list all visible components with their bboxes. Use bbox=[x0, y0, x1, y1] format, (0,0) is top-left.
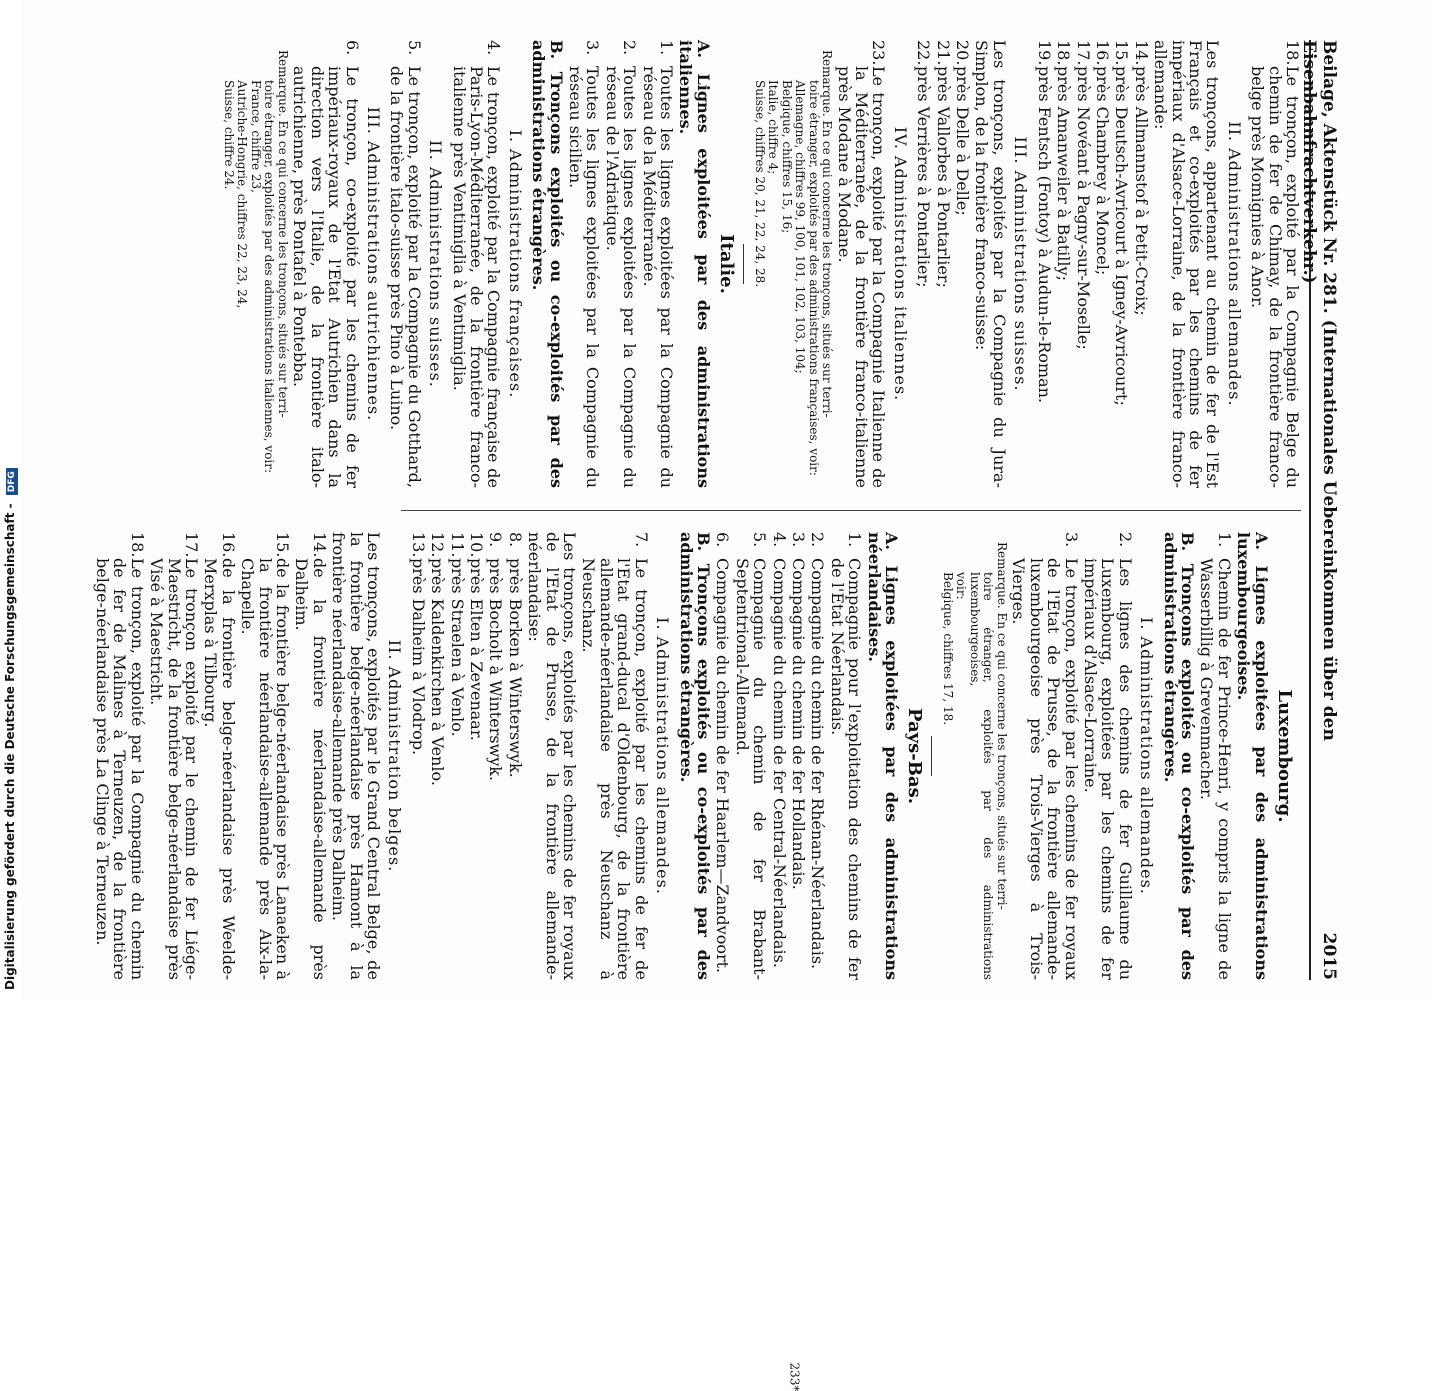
item-number: 3. bbox=[788, 532, 808, 548]
remark-line: Italie, chiffre 4; bbox=[766, 80, 781, 175]
item-number: 2. bbox=[808, 532, 828, 548]
item-text: Compagnie du chemin de fer Central-Néerlandais. bbox=[769, 558, 789, 968]
list-item bbox=[580, 532, 650, 980]
item-text: Le tronçon, co-exploité par les chemins de fer impériaux-royaux de l'Etat Autrichien dans la direction vers l'Italie, de la frontière italo-autrichienne, près Pontafel à Pontebba. bbox=[290, 66, 362, 488]
list-item bbox=[790, 532, 807, 980]
item-text: près Chambrey à Moncel; bbox=[1092, 66, 1112, 276]
item-text: près Bocholt à Winterswyk. bbox=[486, 558, 506, 782]
item-number: 22. bbox=[914, 40, 934, 66]
item-text: près Delle à Delle; bbox=[953, 66, 973, 216]
item-text: près Verrières à Pontarlier; bbox=[914, 66, 934, 288]
list-item bbox=[567, 40, 602, 488]
item-text: Le tronçon, exploité par la Compagnie Italienne de la Méditerranée, de la frontière franco-italienne près Modane à Modane. bbox=[834, 66, 889, 488]
section-heading: B. Tronçons exploités ou co-exploités par des administrations étrangères. bbox=[529, 40, 566, 488]
remark-line: Allemagne, chiffres 99, 100, 101, 102, 103, 104; bbox=[793, 80, 808, 374]
column-divider bbox=[401, 510, 1301, 511]
subsection-heading: II. Administrations suisses. bbox=[426, 140, 446, 388]
item-text: près Straelen à Venlo. bbox=[447, 558, 467, 737]
list-item bbox=[450, 40, 502, 488]
list-item bbox=[603, 40, 638, 488]
list-item bbox=[448, 532, 465, 980]
item-text: près Deutsch-Avricourt à Igney-Avricourt; bbox=[1112, 66, 1132, 406]
remark-line: voir: bbox=[954, 572, 969, 600]
list-item bbox=[809, 532, 826, 980]
item-number: 2. bbox=[620, 40, 640, 56]
section-heading: B. Tronçons exploités ou co-exploités par des administrations étrangères. bbox=[1160, 532, 1197, 980]
item-text: Les lignes des chemins de fer Guillaume du Luxembourg, exploitées par les chemins de fer impériaux d'Alsace-Lorraine. bbox=[1080, 558, 1135, 980]
item-text: Toutes les lignes exploitées par la Compagnie du réseau de la Méditerranée. bbox=[639, 66, 677, 488]
item-text: Le tronçon, exploité par la Compagnie du chemin de fer de Malines à Terneuzen, de la frontière belge-néerlandaise près La Clinge à Terneuzen. bbox=[92, 558, 147, 980]
subsection-heading: I. Administrations françaises. bbox=[505, 129, 525, 399]
remark-note bbox=[940, 532, 1008, 980]
item-text: Le tronçon, exploité par les chemins de fer royaux de l'Etat de Prusse, de la frontière allemande-luxembourgeoise près Trois-Vierges à Trois-Vierges. bbox=[1009, 558, 1081, 980]
list-item bbox=[487, 532, 504, 980]
subsection-heading: II. Administrations allemandes. bbox=[1224, 121, 1244, 407]
item-text: Compagnie du chemin de fer Brabant-Septentrional-Allemand. bbox=[732, 558, 770, 980]
list-item bbox=[1082, 532, 1134, 980]
list-item bbox=[954, 40, 971, 488]
remark-line: Suisse, chiffres 20, 21, 22, 24, 28. bbox=[752, 80, 767, 288]
list-item bbox=[1010, 532, 1080, 980]
list-item bbox=[934, 40, 951, 488]
item-number: 11. bbox=[447, 532, 467, 558]
section-separator bbox=[931, 736, 932, 776]
paragraph: Les tronçons, exploités par le Grand Central Belge, de la frontière belge-néerlandaise près Hamont à la frontière néerlandaise-allemande près Dalheim. bbox=[329, 532, 384, 980]
list-item bbox=[239, 532, 291, 980]
list-item bbox=[828, 532, 863, 980]
item-number: 18. bbox=[1054, 40, 1074, 66]
item-text: Toutes les lignes exploitées par la Compagnie du réseau sicilien. bbox=[566, 66, 603, 488]
list-item bbox=[835, 40, 887, 488]
subsection-heading: I. Administrations allemandes. bbox=[653, 617, 673, 895]
item-number: 6. bbox=[342, 40, 362, 56]
item-number: 14. bbox=[309, 532, 329, 558]
item-number: 4. bbox=[484, 40, 504, 56]
item-text: Le tronçon, exploité par la Compagnie Belge du chemin de fer de Chimay, de la frontière franco-belge près Momignies à Anor. bbox=[1248, 66, 1302, 488]
item-text: près Amanweiler à Batilly; bbox=[1054, 66, 1074, 281]
item-text: près Vallorbes à Pontarlier; bbox=[933, 66, 953, 288]
item-text: Le tronçon, exploité par la Compagnie du Gotthard, de la frontière italo-suisse près Pino à Luino. bbox=[387, 66, 424, 488]
list-item bbox=[640, 40, 675, 488]
header-title: Beilage, Aktenstück Nr. 281. (Internationales Uebereinkommen über den Eisenbahnfrachtverkehr.) bbox=[1299, 40, 1339, 741]
subsection-heading: III. Administrations autrichiennes. bbox=[363, 106, 383, 422]
list-item bbox=[915, 40, 932, 488]
remark-line: Belgique, chiffres 15, 16; bbox=[779, 80, 794, 234]
item-number: 6. bbox=[713, 532, 733, 548]
item-number: 18. bbox=[1283, 40, 1302, 66]
item-number: 23. bbox=[869, 40, 889, 66]
item-text: Le tronçon, exploité par les chemins de fer de l'Etat grand-ducal d'Oldenbourg, de la frontière allemande-néerlandaise près Neuschanz à Neuschanz. bbox=[579, 558, 651, 980]
section-heading: A. Lignes exploitées par des administrations italiennes. bbox=[676, 40, 713, 488]
item-number: 9. bbox=[486, 532, 506, 548]
item-number: 14. bbox=[1131, 40, 1151, 66]
list-item bbox=[714, 532, 731, 980]
item-number: 8. bbox=[505, 532, 525, 548]
list-item bbox=[388, 40, 423, 488]
item-number: 16. bbox=[218, 532, 238, 558]
item-text: Le tronçon, exploité par la Compagnie française de Paris-Lyon-Méditerranée, de la frontière franco-italienne près Ventimiglia à Ventimiglia. bbox=[449, 66, 504, 488]
country-heading: Italie. bbox=[716, 234, 738, 294]
country-heading: Pays-Bas. bbox=[904, 707, 926, 805]
list-item bbox=[1035, 40, 1052, 488]
paragraph: Les tronçons, exploités par les chemins de fer royaux de l'Etat de Prusse, de la frontière allemande-néerlandaise: bbox=[525, 532, 580, 980]
remark-line: toire étranger, exploités par des administrations luxembourgeoises, bbox=[967, 572, 996, 980]
item-number: 10. bbox=[467, 532, 487, 558]
column-right bbox=[92, 532, 1301, 980]
item-number: 20. bbox=[953, 40, 973, 66]
list-item bbox=[733, 532, 768, 980]
item-number: 21. bbox=[933, 40, 953, 66]
item-text: Compagnie du chemin de fer Haarlem—Zandvoort. bbox=[713, 558, 733, 974]
item-number: 17. bbox=[181, 532, 201, 558]
list-item bbox=[202, 532, 237, 980]
list-item bbox=[1113, 40, 1130, 488]
section-heading: A. Lignes exploitées par des administrations néerlandaises. bbox=[864, 532, 901, 980]
item-text: près Borken à Winterswyk. bbox=[505, 558, 525, 778]
item-text: Compagnie du chemin de fer Hollandais. bbox=[788, 558, 808, 890]
subsection-heading: III. Administrations suisses. bbox=[1011, 136, 1031, 392]
item-text: près Dalheim à Vlodrop. bbox=[408, 558, 428, 756]
paragraph: Les tronçons, exploités par la Compagnie du Jura-Simplon, de la frontière franco-suisse: bbox=[972, 40, 1009, 488]
list-item bbox=[1132, 40, 1149, 488]
item-number: 17. bbox=[1073, 40, 1093, 66]
item-number: 16. bbox=[1092, 40, 1112, 66]
list-item bbox=[148, 532, 200, 980]
item-number: 3. bbox=[1061, 532, 1081, 548]
remark-line: Belgique, chiffres 17, 18. bbox=[940, 572, 955, 726]
subsection-heading: I. Administrations allemandes. bbox=[1137, 617, 1157, 895]
column-left bbox=[151, 40, 1301, 488]
item-text: Compagnie pour l'exploitation des chemins de fer de l'Etat Néerlandais. bbox=[827, 558, 865, 980]
remark-note bbox=[752, 40, 833, 488]
item-text: près Elten à Zevenaar. bbox=[467, 558, 487, 741]
item-number: 13. bbox=[408, 532, 428, 558]
item-text: Le tronçon exploité par le chemin de fer Liége-Maestricht, de la frontière belge-néerlandaise près Visé à Maestricht. bbox=[147, 558, 201, 980]
list-item bbox=[1198, 532, 1233, 980]
item-number: 5. bbox=[404, 40, 424, 56]
item-number: 15. bbox=[273, 532, 292, 558]
list-item bbox=[94, 532, 146, 980]
remark-line: France, chiffre 23, bbox=[248, 80, 263, 193]
item-text: près Kaldenkirchen à Venlo. bbox=[428, 558, 448, 786]
item-number: 5. bbox=[750, 532, 770, 548]
country-heading: Luxembourg. bbox=[1274, 689, 1295, 823]
section-heading: B. Tronçons exploités ou co-exploités par des administrations étrangères. bbox=[676, 532, 713, 980]
list-item bbox=[1055, 40, 1072, 488]
list-item bbox=[293, 532, 328, 980]
list-item bbox=[429, 532, 446, 980]
list-item bbox=[468, 532, 485, 980]
paragraph: Les tronçons, appartenant au chemin de fer de l'Est Français et co-exploités par les chemins de fer impériaux d'Alsace-Lorraine, de la frontière franco-allemande: bbox=[1151, 40, 1223, 488]
item-text: Chemin de fer Prince-Henri, y compris la ligne de Wasserbillig à Grevenmacher. bbox=[1197, 558, 1234, 980]
item-text: de la frontière belge-néerlandaise près Weelde-Merxplas à Tilbourg. bbox=[201, 558, 238, 980]
footer-credit: Digitalisierung gefördert durch die Deutsche Forschungsgemeinschaft - bbox=[3, 503, 17, 990]
item-number: 18. bbox=[127, 532, 147, 558]
rotated-page bbox=[92, 40, 1345, 980]
item-number: 15. bbox=[1112, 40, 1132, 66]
remark-line: Remarque. En ce qui concerne les tronçons, situés sur terri- bbox=[275, 50, 290, 418]
remark-line: Remarque. En ce qui concerne les tronçons, situés sur terri- bbox=[994, 542, 1009, 910]
list-item bbox=[1094, 40, 1111, 488]
list-item bbox=[409, 532, 426, 980]
remark-line: toire étranger, exploités par des administrations françaises, voir: bbox=[806, 80, 821, 476]
page-header bbox=[1299, 40, 1345, 980]
remark-line: Suisse, chiffre 24. bbox=[221, 80, 236, 190]
item-number: 19. bbox=[1034, 40, 1054, 66]
list-item bbox=[1074, 40, 1091, 488]
item-number: 7. bbox=[631, 532, 651, 548]
digitization-footer bbox=[0, 0, 22, 1000]
section-heading: A. Lignes exploitées par des administrations luxembourgeoises. bbox=[1234, 532, 1271, 980]
remark-line: toire étranger, exploités par des administrations italiennes, voir: bbox=[262, 80, 277, 474]
item-text: Toutes les lignes exploitées par la Compagnie du réseau de l'Adriatique. bbox=[602, 66, 640, 488]
item-number: 3. bbox=[583, 40, 603, 56]
list-item bbox=[1249, 40, 1301, 488]
list-item bbox=[506, 532, 523, 980]
subsection-heading: IV. Administrations italiennes. bbox=[890, 126, 910, 402]
dfg-logo: DFG bbox=[6, 468, 18, 495]
remark-line: Autriche-Hongrie, chiffres 22, 23, 24, bbox=[235, 80, 250, 309]
header-page-number: 2015 bbox=[1319, 932, 1339, 980]
item-number: 12. bbox=[428, 532, 448, 558]
item-text: de la frontière belge-néerlandaise près Lanaeken à la frontière néerlandaise-allemande près Aix-la-Chapelle. bbox=[238, 558, 292, 980]
item-number: 4. bbox=[769, 532, 789, 548]
list-item bbox=[770, 532, 787, 980]
item-text: près Fentsch (Fontoy) à Audun-le-Roman. bbox=[1034, 66, 1054, 403]
subsection-heading: II. Administration belges. bbox=[385, 639, 405, 873]
item-text: près Allmannstof à Petit-Croix; bbox=[1131, 66, 1151, 316]
item-number: 2. bbox=[1115, 532, 1135, 548]
section-separator bbox=[743, 244, 744, 284]
list-item bbox=[291, 40, 361, 488]
item-text: de la frontière néerlandaise-allemande près Dalheim. bbox=[292, 558, 329, 980]
page-footnote-number: 233* bbox=[787, 1362, 802, 1391]
item-text: près Novéant à Pagny-sur-Moselle; bbox=[1073, 66, 1093, 350]
item-number: 1. bbox=[657, 40, 677, 56]
remark-note bbox=[221, 40, 289, 488]
remark-line: Remarque. En ce qui concerne les tronçons, situés sur terri- bbox=[820, 50, 835, 418]
item-number: 1. bbox=[845, 532, 865, 548]
item-text: Compagnie du chemin de fer Rhénan-Néerlandais. bbox=[808, 558, 828, 970]
item-number: 1. bbox=[1214, 532, 1234, 548]
